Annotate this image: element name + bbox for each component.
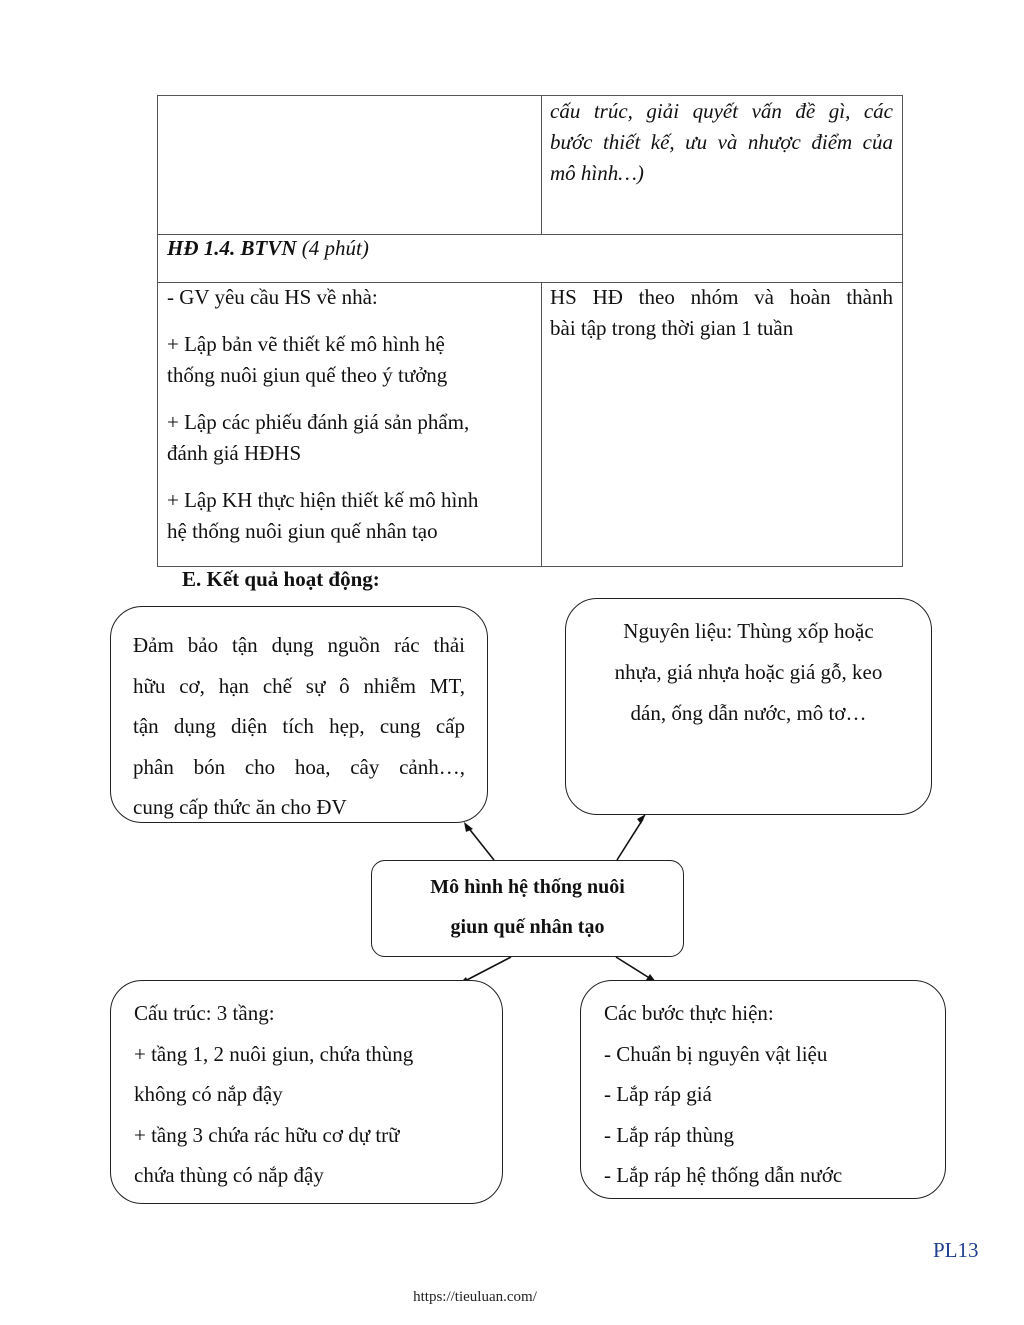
cell-line: đánh giá HĐHS xyxy=(167,441,302,465)
box-line: Cấu trúc: 3 tầng: xyxy=(134,1001,275,1025)
cell-line: bước thiết kế, ưu và nhược điểm của xyxy=(550,130,893,154)
steps-text xyxy=(604,993,934,1196)
structure-box xyxy=(110,980,503,1204)
arrow-line-bottom-right xyxy=(616,957,651,979)
box-line: + tầng 1, 2 nuôi giun, chứa thùng xyxy=(134,1041,414,1066)
materials-text xyxy=(566,611,931,734)
box-line: - Lắp ráp giá xyxy=(604,1082,712,1106)
box-line: Các bước thực hiện: xyxy=(604,1001,774,1025)
box-line: - Lắp ráp hệ thống dẫn nước xyxy=(604,1163,843,1187)
box-line: chứa thùng có nắp đậy xyxy=(134,1163,324,1187)
structure-text xyxy=(134,993,484,1196)
box-line: + tầng 3 chứa rác hữu cơ dự trữ xyxy=(134,1122,400,1147)
box-line: - Lắp ráp thùng xyxy=(604,1122,735,1147)
cell-line: thống nuôi giun quế theo ý tưởng xyxy=(167,363,448,387)
box-line: phân bón cho hoa, cây cảnh…, xyxy=(133,754,465,779)
arrow-line-top-right xyxy=(617,819,643,860)
cell-line: - GV yêu cầu HS về nhà: xyxy=(167,285,378,309)
cell-line: + Lập KH thực hiện thiết kế mô hình xyxy=(167,488,479,512)
cell-line: mô hình…) xyxy=(550,161,644,185)
activity-title: HĐ 1.4. BTVN xyxy=(167,236,297,260)
arrow-line-top-left xyxy=(467,826,494,860)
cell-line: + Lập các phiếu đánh giá sản phẩm, xyxy=(167,410,470,434)
benefits-box xyxy=(110,606,488,823)
center-line: Mô hình hệ thống nuôi xyxy=(430,876,625,898)
box-line: Đảm bảo tận dụng nguồn rác thải xyxy=(133,633,465,657)
box-line: nhựa, giá nhựa hoặc giá gỗ, keo xyxy=(614,660,883,684)
footer-url[interactable]: https://tieuluan.com/ xyxy=(413,1289,537,1305)
arrow-line-bottom-left xyxy=(463,957,511,982)
cell-line: bài tập trong thời gian 1 tuần xyxy=(550,316,794,340)
box-line: không có nắp đậy xyxy=(134,1082,283,1106)
box-line: hữu cơ, hạn chế sự ô nhiễm MT, xyxy=(133,673,465,698)
box-line: dán, ống dẫn nước, mô tơ… xyxy=(630,701,867,725)
center-line: giun quế nhân tạo xyxy=(450,916,605,938)
box-line: tận dụng diện tích hẹp, cung cấp xyxy=(133,714,465,738)
box-line: cung cấp thức ăn cho ĐV xyxy=(133,795,347,819)
activity-duration: (4 phút) xyxy=(296,236,369,260)
box-line: - Chuẩn bị nguyên vật liệu xyxy=(604,1041,828,1066)
cell-line: + Lập bản vẽ thiết kế mô hình hệ xyxy=(167,332,445,356)
benefits-text xyxy=(133,625,465,823)
arrowhead-top-left xyxy=(464,822,473,832)
center-topic-box xyxy=(371,860,684,957)
page-number: PL13 xyxy=(933,1238,979,1262)
arrowhead-top-right xyxy=(637,814,646,824)
materials-box xyxy=(565,598,932,815)
section-heading: E. Kết quả hoạt động: xyxy=(182,567,380,591)
cell-line: HS HĐ theo nhóm và hoàn thành xyxy=(550,285,893,309)
box-line: Nguyên liệu: Thùng xốp hoặc xyxy=(623,619,874,643)
cell-line: cấu trúc, giải quyết vấn đề gì, các xyxy=(550,99,893,123)
cell-line: hệ thống nuôi giun quế nhân tạo xyxy=(167,519,438,543)
steps-box xyxy=(580,980,946,1199)
